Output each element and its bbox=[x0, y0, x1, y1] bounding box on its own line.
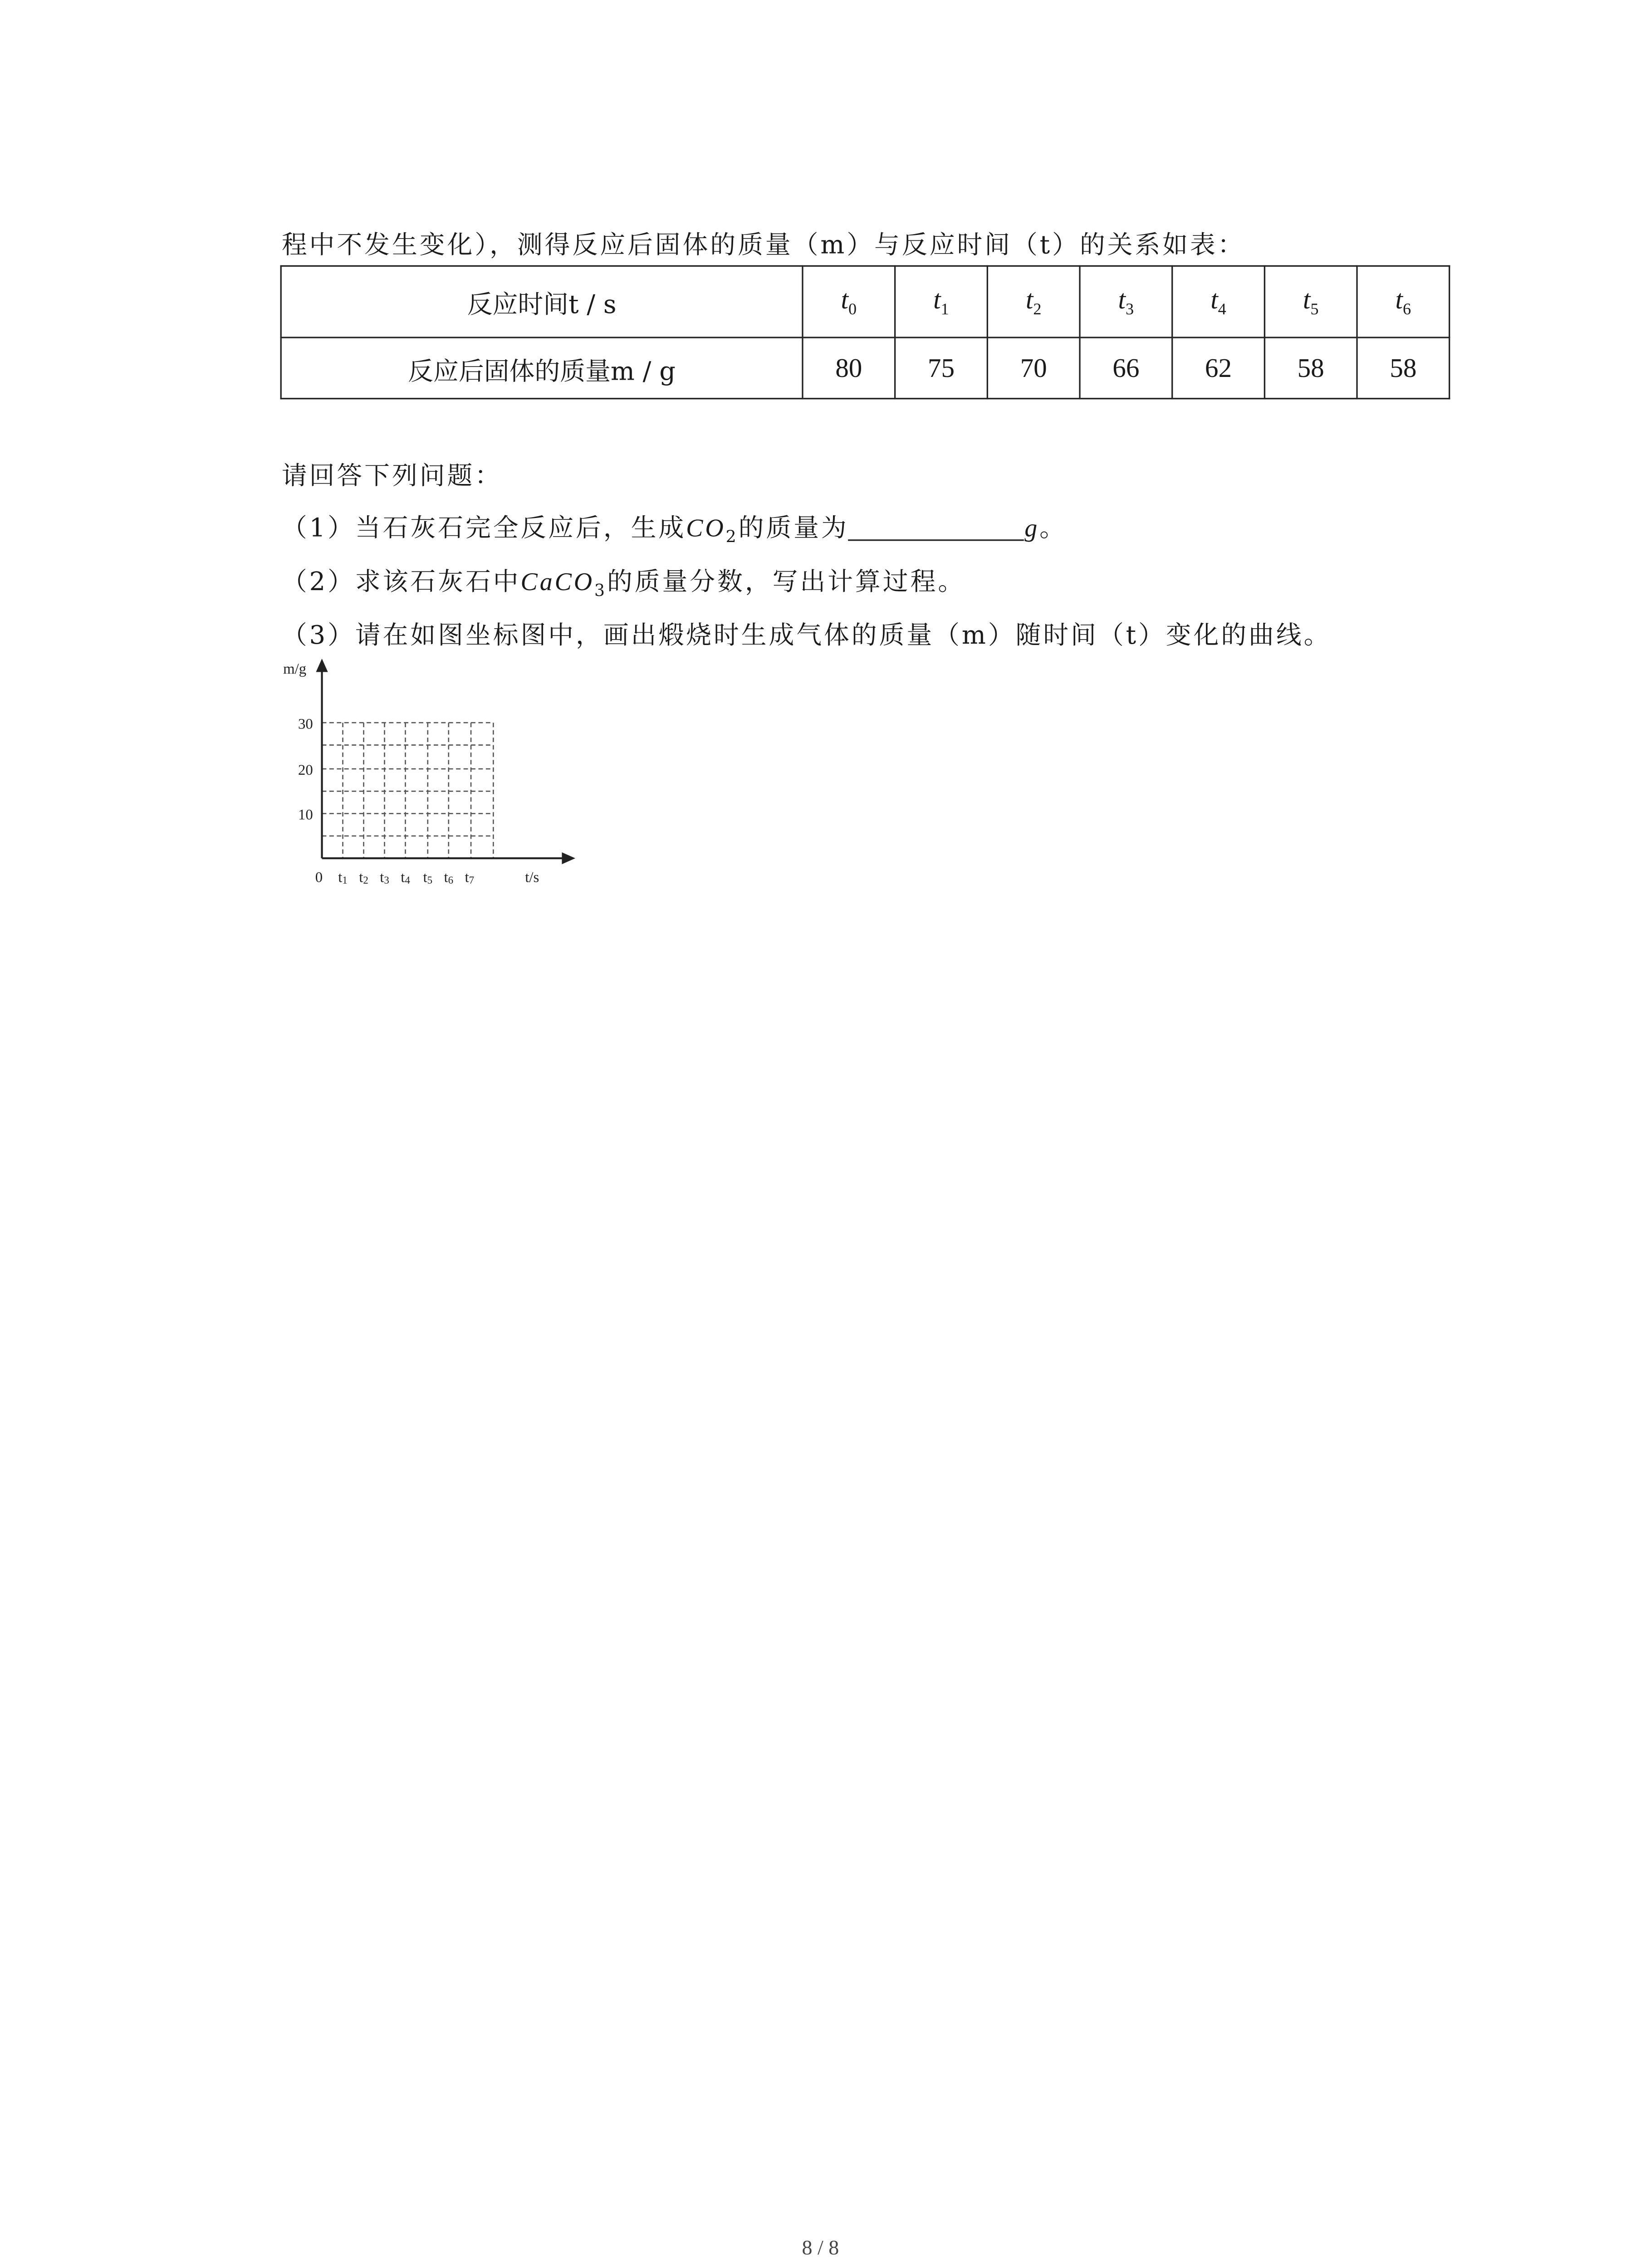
q1-formula-sub: 2 bbox=[725, 527, 739, 547]
time-cell: $t_0$ bbox=[803, 266, 895, 337]
coordinate-graph[interactable] bbox=[277, 653, 590, 894]
x-tick-label: t5 bbox=[423, 869, 433, 886]
mass-header: 反应后固体的质量m / g bbox=[281, 337, 803, 399]
y-tick-label: 10 bbox=[298, 807, 313, 823]
mass-cell: 70 bbox=[987, 337, 1080, 399]
q1-unit: g bbox=[1024, 514, 1040, 543]
intro-text: 程中不发生变化），测得反应后固体的质量（m）与反应时间（t）的关系如表： bbox=[281, 231, 1245, 261]
time-header: 反应时间t / s bbox=[281, 266, 803, 337]
y-tick-label: 20 bbox=[298, 762, 313, 779]
time-cell: $t_4$ bbox=[1172, 266, 1265, 337]
q2-text-a: （2）求该石灰石中 bbox=[281, 567, 521, 598]
x-tick-label: t4 bbox=[401, 869, 410, 886]
q1-formula: CO bbox=[686, 514, 726, 543]
time-cell: $t_1$ bbox=[895, 266, 988, 337]
q1-end: 。 bbox=[1039, 514, 1067, 544]
question-3: （3）请在如图坐标图中，画出煅烧时生成气体的质量（m）随时间（t）变化的曲线。 bbox=[281, 621, 1332, 651]
mass-cell: 62 bbox=[1172, 337, 1265, 399]
x-axis-arrow-icon bbox=[562, 852, 575, 864]
question-2 bbox=[282, 560, 965, 601]
y-axis-arrow-icon bbox=[316, 659, 328, 672]
x-tick-label: t2 bbox=[359, 869, 368, 886]
x-tick-label: t1 bbox=[338, 869, 348, 886]
y-tick-label: 30 bbox=[298, 716, 313, 733]
time-cell: $t_5$ bbox=[1264, 266, 1357, 337]
mass-cell: 58 bbox=[1357, 337, 1450, 399]
page-number: 8 / 8 bbox=[802, 2238, 839, 2261]
table-row-time bbox=[281, 266, 1449, 337]
question-1 bbox=[282, 507, 1067, 547]
prompt-text: 请回答下列问题： bbox=[281, 462, 503, 492]
answer-blank[interactable] bbox=[849, 513, 1025, 541]
data-table bbox=[280, 265, 1450, 400]
table-row-mass bbox=[281, 337, 1449, 399]
q2-formula-sub: 3 bbox=[594, 581, 607, 601]
origin-label: 0 bbox=[315, 869, 323, 886]
y-axis-label: m/g bbox=[283, 660, 307, 677]
mass-cell: 58 bbox=[1264, 337, 1357, 399]
graph-grid bbox=[322, 723, 494, 858]
q2-formula: CaCO bbox=[520, 567, 595, 596]
x-tick-label: t3 bbox=[380, 869, 389, 886]
mass-cell: 66 bbox=[1080, 337, 1172, 399]
mass-cell: 80 bbox=[803, 337, 895, 399]
time-cell: $t_6$ bbox=[1357, 266, 1450, 337]
x-tick-label: t7 bbox=[465, 869, 475, 886]
q2-text-b: 的质量分数，写出计算过程。 bbox=[607, 567, 966, 598]
mass-cell: 75 bbox=[895, 337, 988, 399]
x-axis-label: t/s bbox=[525, 869, 539, 886]
x-tick-label: t6 bbox=[444, 869, 454, 886]
q1-text-a: （1）当石灰石完全反应后，生成 bbox=[281, 514, 686, 544]
time-cell: $t_2$ bbox=[987, 266, 1080, 337]
time-cell: $t_3$ bbox=[1080, 266, 1172, 337]
q1-text-b: 的质量为 bbox=[738, 514, 849, 544]
